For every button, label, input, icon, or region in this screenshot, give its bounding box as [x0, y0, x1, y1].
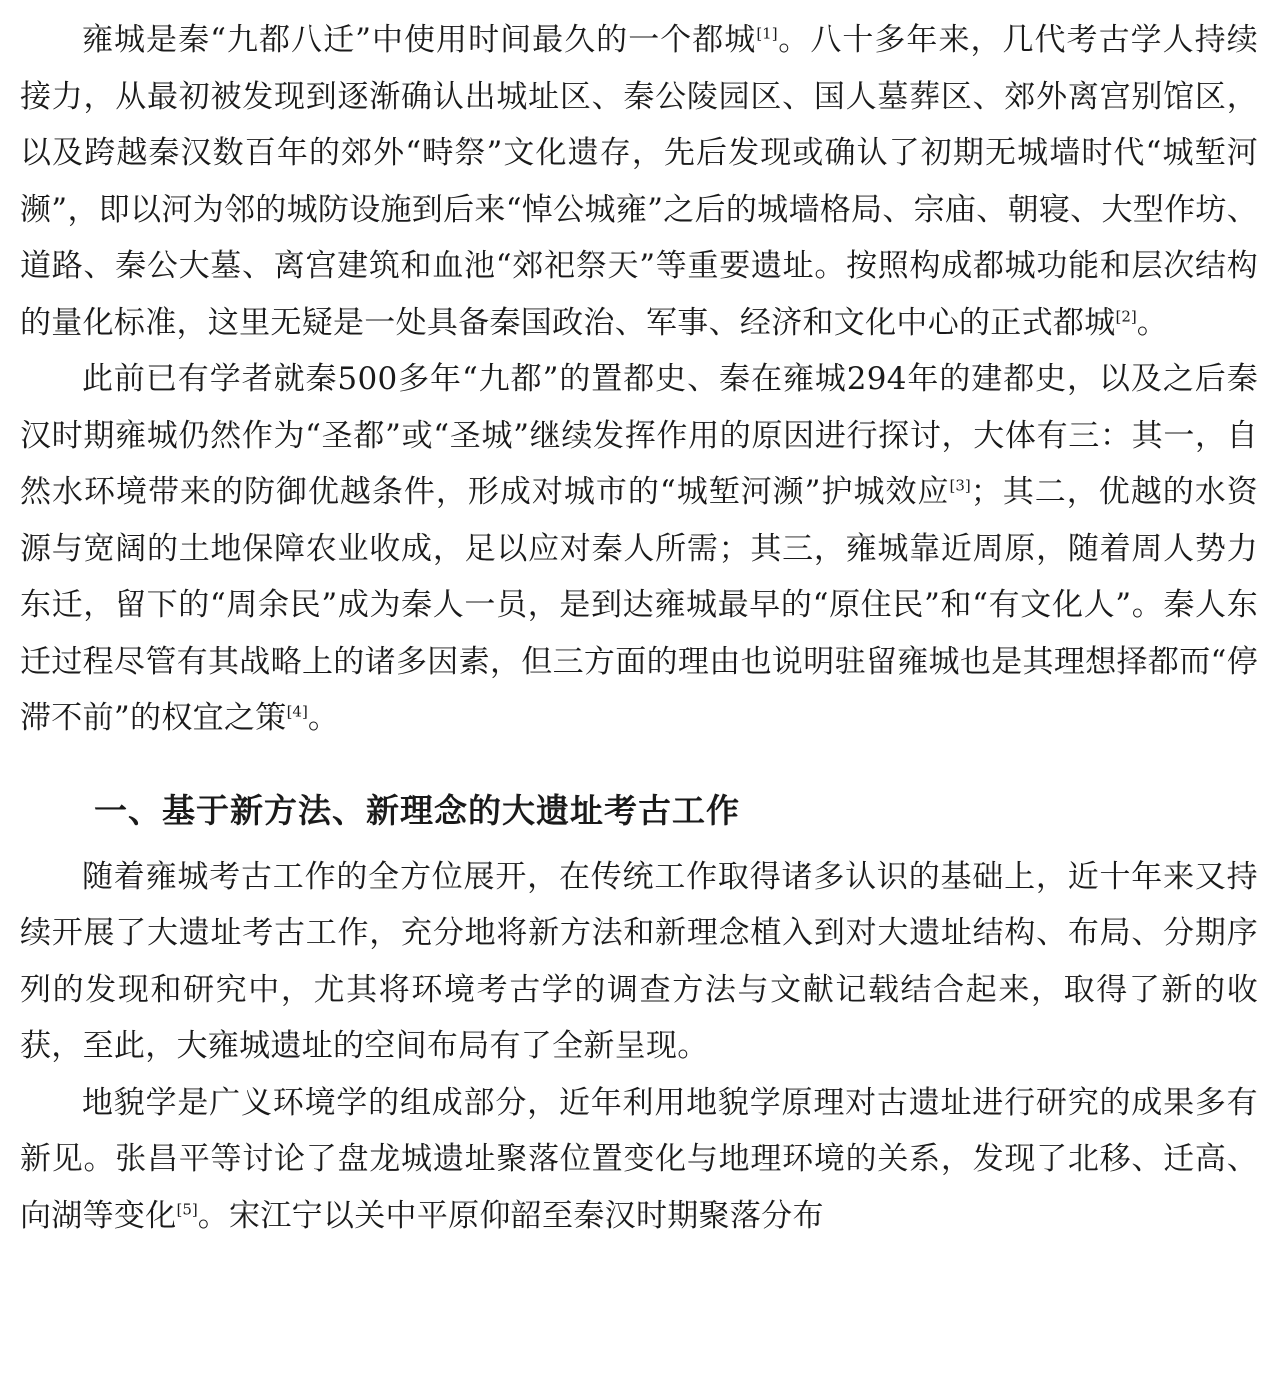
paragraph-text: 。八十多年来，几代考古学人持续接力，从最初被发现到逐渐确认出城址区、秦公陵园区、国人墓葬区、郊外离宫别馆区，以及跨越秦汉数百年的郊外“畤祭”文化遗存，先后发现或确认了初期无城墙时代“城堑河濒”，即以河为邻的城防设施到后来“悼公城雍”之后的城墙格局、宗庙、朝寝、大型作坊、道路、秦公大墓、离宫建筑和血池“郊祀祭天”等重要遗址。按照构成都城功能和层次结构的量化标准，这里无疑是一处具备秦国政治、军事、经济和文化中心的正式都城 [20, 22, 1259, 341]
footnote-ref-1[interactable]: [1] [756, 24, 778, 43]
footnote-ref-4[interactable]: [4] [286, 702, 308, 721]
section-body [20, 849, 1258, 1245]
paragraph-intro-1 [20, 12, 1258, 351]
paragraph-text: 雍城是秦“九都八迁”中使用时间最久的一个都城 [82, 22, 757, 58]
footnote-ref-3[interactable]: [3] [949, 476, 971, 495]
paragraph-text: 地貌学是广义环境学的组成部分，近年利用地貌学原理对古遗址进行研究的成果多有新见。张昌平等讨论了盘龙城遗址聚落位置变化与地理环境的关系，发现了北移、迁高、向湖等变化 [20, 1084, 1258, 1234]
paragraph-text: 此前已有学者就秦500多年“九都”的置都史、秦在雍城294年的建都史，以及之后秦汉时期雍城仍然作为“圣都”或“圣城”继续发挥作用的原因进行探讨，大体有三：其一，自然水环境带来的防御优越条件，形成对城市的“城堑河濒”护城效应 [20, 361, 1258, 510]
paragraph-text: ；其二，优越的水资源与宽阔的土地保障农业收成，足以应对秦人所需；其三，雍城靠近周原，随着周人势力东迁，留下的“周余民”成为秦人一员，是到达雍城最早的“原住民”和“有文化人”。秦人东迁过程尽管有其战略上的诸多因素，但三方面的理由也说明驻留雍城也是其理想择都而“停滞不前”的权宜之策 [20, 474, 1258, 736]
section-heading: 一、基于新方法、新理念的大遗址考古工作 [94, 790, 740, 830]
paragraph-text: 随着雍城考古工作的全方位展开，在传统工作取得诸多认识的基础上，近十年来又持续开展了大遗址考古工作，充分地将新方法和新理念植入到对大遗址结构、布局、分期序列的发现和研究中，尤其将环境考古学的调查方法与文献记载结合起来，取得了新的收获，至此，大雍城遗址的空间布局有了全新呈现。 [20, 858, 1258, 1064]
paragraph-text: 。 [307, 700, 340, 736]
paragraph-intro-2 [20, 351, 1258, 747]
paragraph-text: 。 [1136, 304, 1169, 341]
paragraph-section-1 [20, 849, 1258, 1075]
paragraph-text: 。宋江宁以关中平原仰韶至秦汉时期聚落分布 [197, 1197, 824, 1234]
footnote-ref-2[interactable]: [2] [1115, 307, 1137, 326]
paragraph-section-2 [20, 1075, 1258, 1245]
intro-section [20, 12, 1258, 747]
footnote-ref-5[interactable]: [5] [176, 1200, 198, 1219]
document-page [20, 12, 1258, 1244]
